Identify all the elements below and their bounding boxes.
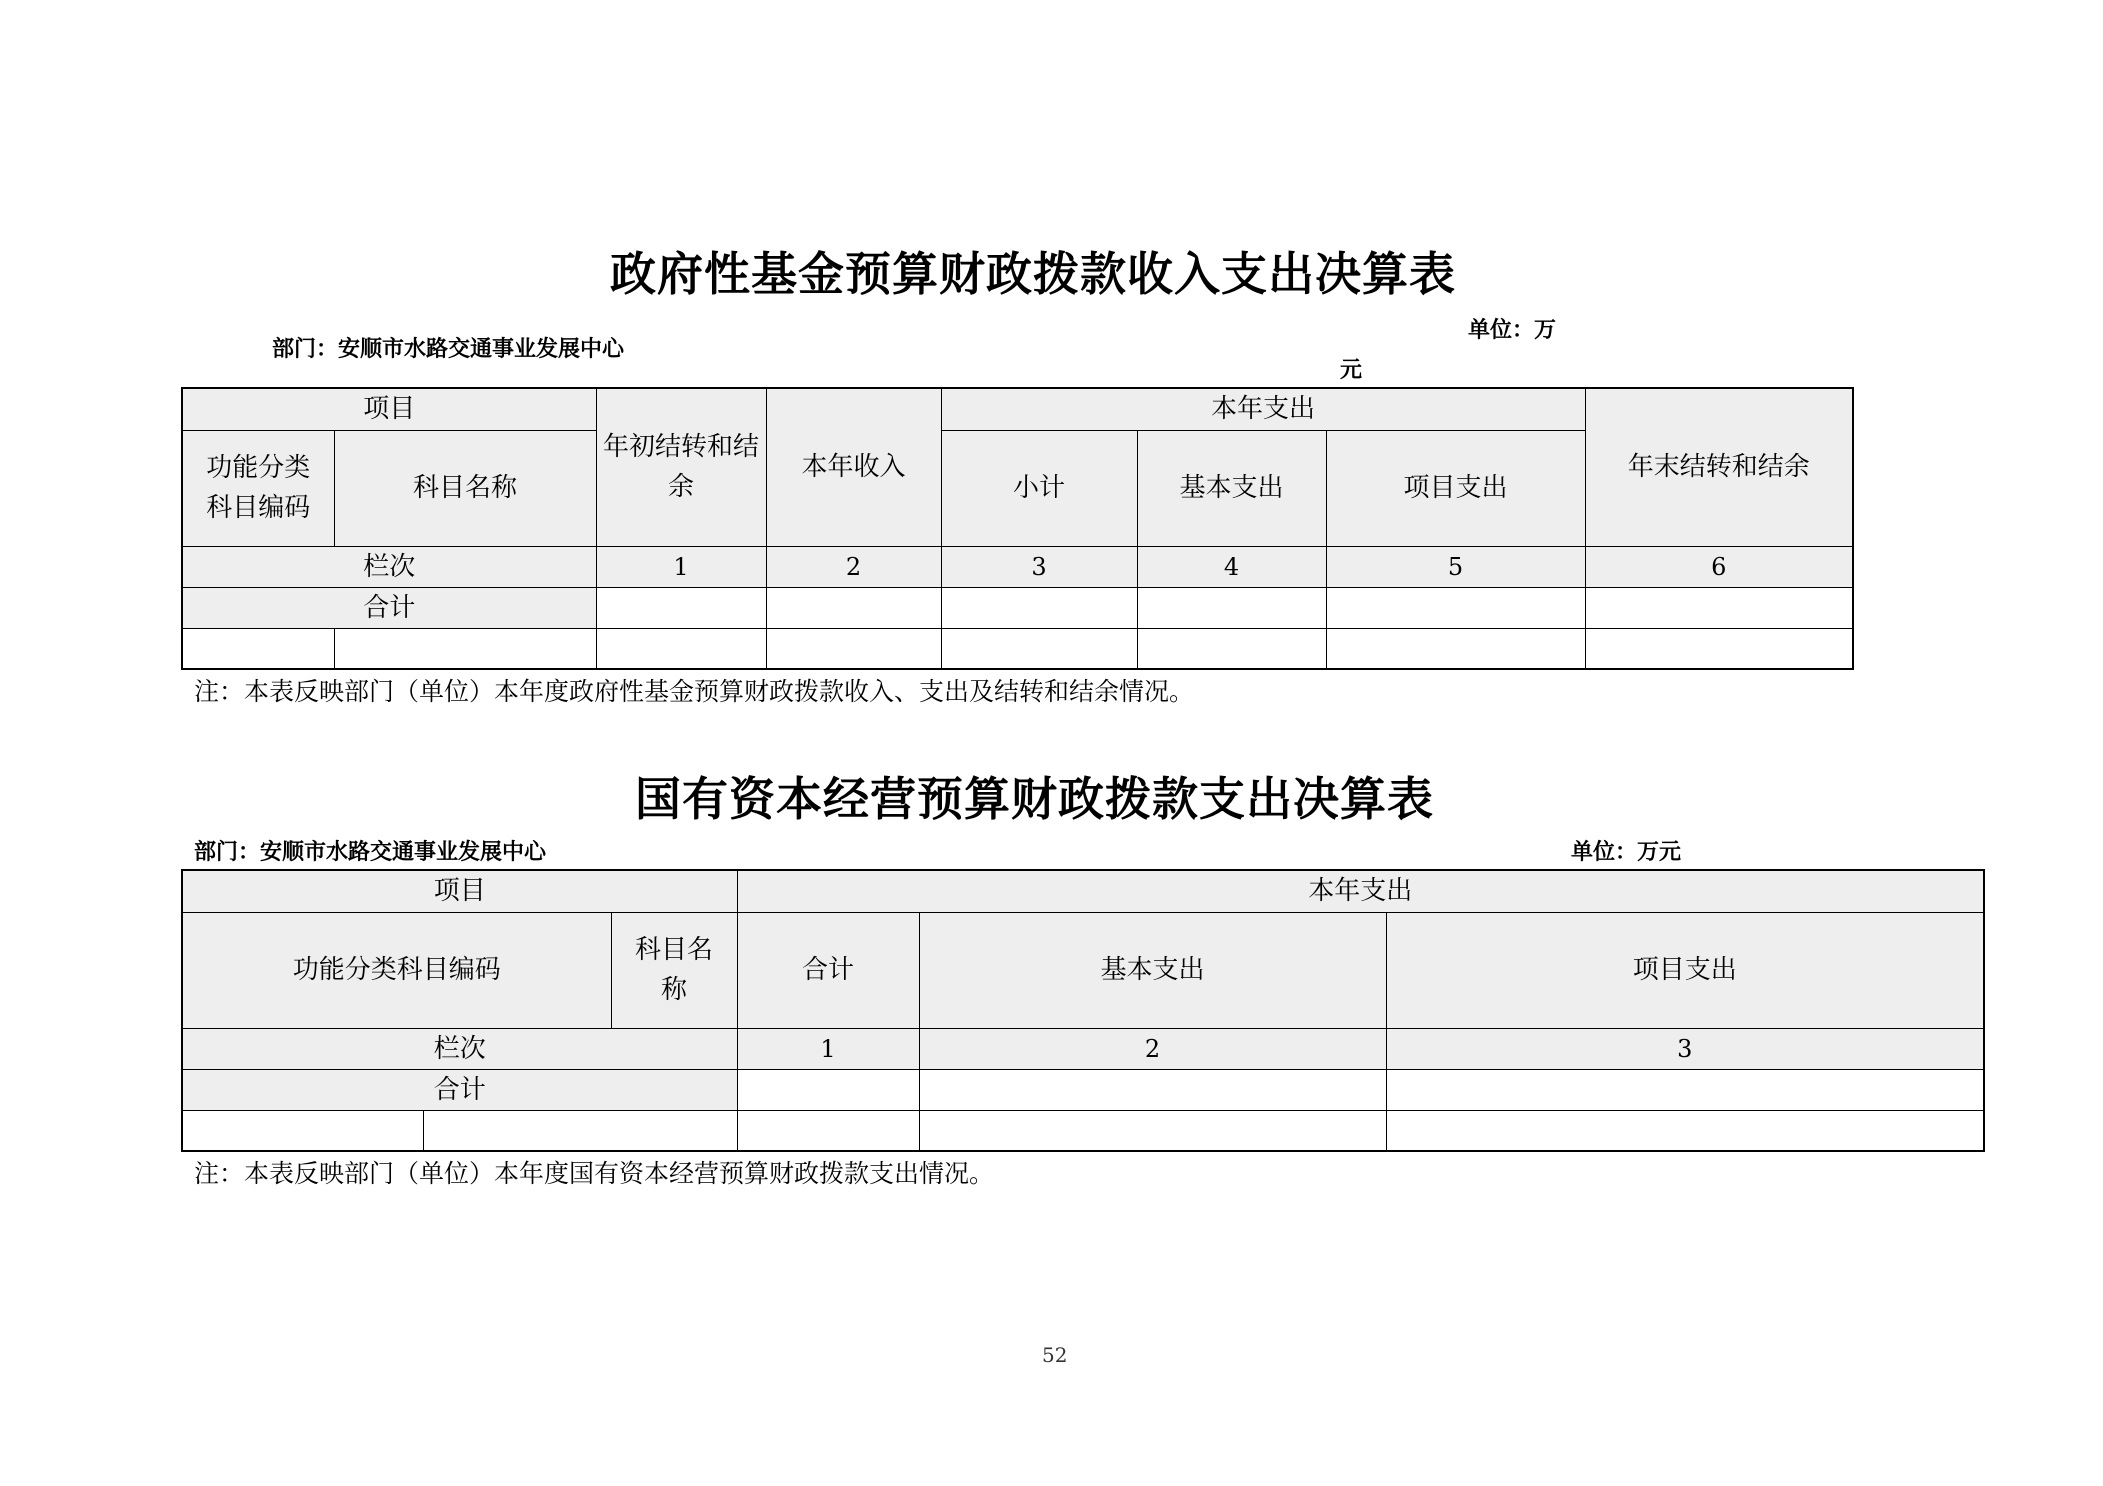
column-number: 2 [919, 1028, 1386, 1069]
data-cell [919, 1110, 1386, 1151]
table1-title: 政府性基金预算财政拨款收入支出决算表 [610, 247, 1456, 301]
column-number: 3 [941, 546, 1137, 587]
table2 [181, 869, 1985, 1152]
header-name: 科目名称 [611, 912, 737, 1028]
column-number: 5 [1326, 546, 1585, 587]
column-number: 4 [1137, 546, 1326, 587]
header-basic: 基本支出 [919, 912, 1386, 1028]
header-item: 项目 [182, 388, 596, 430]
data-cell [423, 1110, 737, 1151]
column-number: 1 [596, 546, 766, 587]
total-label: 合计 [182, 1069, 737, 1110]
header-project: 项目支出 [1326, 430, 1585, 546]
header-carry-end: 年末结转和结余 [1585, 388, 1853, 546]
header-project: 项目支出 [1386, 912, 1984, 1028]
data-cell [737, 1110, 919, 1151]
table2-title: 国有资本经营预算财政拨款支出决算表 [635, 772, 1434, 826]
header-subtotal: 小计 [941, 430, 1137, 546]
column-number: 3 [1386, 1028, 1984, 1069]
column-label: 栏次 [182, 546, 596, 587]
header-total: 合计 [737, 912, 919, 1028]
table2-note: 注：本表反映部门（单位）本年度国有资本经营预算财政拨款支出情况。 [194, 1159, 995, 1188]
total-cell [737, 1069, 919, 1110]
table1-dept: 部门：安顺市水路交通事业发展中心 [272, 337, 625, 362]
data-cell [1326, 628, 1585, 669]
table1-note: 注：本表反映部门（单位）本年度政府性基金预算财政拨款收入、支出及结转和结余情况。 [194, 677, 1195, 706]
table2-unit: 单位：万元 [1571, 840, 1682, 865]
header-carry-begin: 年初结转和结余 [596, 388, 766, 546]
header-income: 本年收入 [766, 388, 941, 546]
table1-unit-line2: 元 [1340, 358, 1363, 383]
data-cell [1585, 628, 1853, 669]
header-code: 功能分类科目编码 [182, 430, 334, 546]
column-number: 6 [1585, 546, 1853, 587]
total-cell [1386, 1069, 1984, 1110]
total-cell [941, 587, 1137, 628]
header-code: 功能分类科目编码 [182, 912, 611, 1028]
data-cell [596, 628, 766, 669]
header-name: 科目名称 [334, 430, 596, 546]
data-cell [334, 628, 596, 669]
data-cell [182, 628, 334, 669]
total-cell [919, 1069, 1386, 1110]
table1-unit-line1: 单位：万 [1468, 318, 1557, 343]
column-label: 栏次 [182, 1028, 737, 1069]
data-cell [182, 1110, 423, 1151]
total-cell [1585, 587, 1853, 628]
total-cell [596, 587, 766, 628]
total-cell [1326, 587, 1585, 628]
table2-dept: 部门：安顺市水路交通事业发展中心 [194, 840, 547, 865]
total-label: 合计 [182, 587, 596, 628]
header-item: 项目 [182, 870, 737, 912]
header-expense: 本年支出 [941, 388, 1585, 430]
data-cell [941, 628, 1137, 669]
page-number: 52 [1042, 1343, 1068, 1367]
data-cell [766, 628, 941, 669]
total-cell [766, 587, 941, 628]
header-expense: 本年支出 [737, 870, 1984, 912]
total-cell [1137, 587, 1326, 628]
data-cell [1386, 1110, 1984, 1151]
data-cell [1137, 628, 1326, 669]
header-basic: 基本支出 [1137, 430, 1326, 546]
column-number: 2 [766, 546, 941, 587]
table1 [181, 387, 1854, 670]
column-number: 1 [737, 1028, 919, 1069]
